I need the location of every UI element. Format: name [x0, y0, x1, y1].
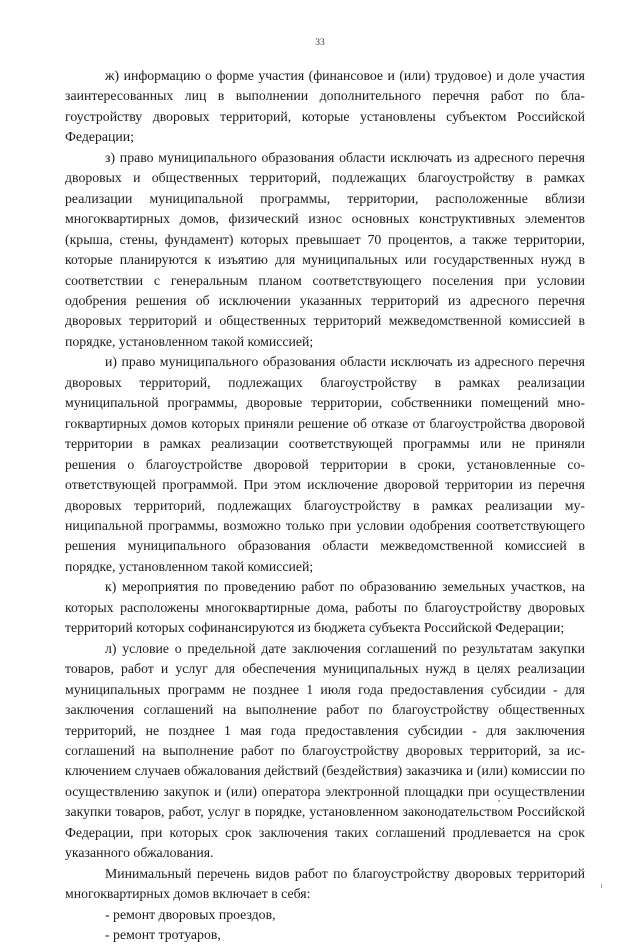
paragraph-z: з) право муниципального образования области исключать из адресного перечня дворовых и общественных территорий, подлежащих благоустройству в рамках реализации муниципальной программы, территории, расположенные вблизи многоквартирных домов, физический износ основных конструктивных элементов (крыша, стены, фундамент) которых превышает 70 процентов, а также территории, которые планируются к изъятию для муниципальных или государственных нужд в соответствии с генеральным планом соответствующего поселения при условии одобрения решения об исключении указанных территорий из адресного перечня дворовых территорий и общественных территорий межведомственной комиссией в порядке, установленном такой комиссией; [65, 149, 585, 349]
scan-speck [498, 800, 500, 802]
paragraph-i: и) право муниципального образования области исключать из адресного перечня дворовых территорий, подлежащих благоустройству в рамках реализации муниципальной программы, дворовые территории, собственники помещений многоквартирных домов которых приняли решение об отказе от благоустройства дворовой территории в рамках реализации соответствующей программы или не приняли решения о благоустройстве дворовой территории в сроки, установленные соответствующей программой. При этом исключение дворовой территории из перечня дворовых территорий, подлежащих благоустройству в рамках реализации муниципальной программы, возможно только при условии одобрения соответствующего решения муниципального образования области межведомственной комиссией в порядке, установленном такой комиссией; [65, 354, 585, 574]
paragraph-zh: ж) информацию о форме участия (финансовое и (или) трудовое) и доле участия заинтересованных лиц в выполнении дополнительного перечня работ по благоустройству дворовых территорий, которые установлены субъектом Российской Федерации; [65, 68, 585, 145]
list-item-sidewalks: - ремонт тротуаров, [105, 927, 221, 943]
list-item-yard-driveways: - ремонт дворовых проездов, [105, 906, 276, 922]
document-body [65, 66, 585, 945]
scan-speck [601, 884, 602, 888]
paragraph-l: л) условие о предельной дате заключения соглашений по результатам закупки товаров, работ и услуг для обеспечения муниципальных нужд в целях реализации муниципальных программ не позднее 1 июля года предоставления субсидии - для заключения соглашений на выполнение работ по благоустройству общественных территорий, не позднее 1 мая года предоставления субсидии - для заключения соглашений на выполнение работ по благоустройству дворовых территорий, за исключением случаев обжалования действий (бездействия) заказчика и (или) комиссии по осуществлению закупок и (или) оператора электронной площадки при осуществлении закупки товаров, работ, услуг в порядке, установленном законодательством Российской Федерации, при которых срок заключения таких соглашений продлевается на срок указанного обжалования. [65, 640, 585, 861]
paragraph-minimal-list-intro: Минимальный перечень видов работ по благоустройству дворовых территорий многоквартирных домов включает в себя: [65, 865, 585, 902]
paragraph-k: к) мероприятия по проведению работ по образованию земельных участков, на которых расположены многоквартирные дома, работы по благоустройству дворовых территорий которых софинансируются из бюджета субъекта Российской Федерации; [65, 579, 585, 636]
page-number: 33 [315, 38, 325, 48]
